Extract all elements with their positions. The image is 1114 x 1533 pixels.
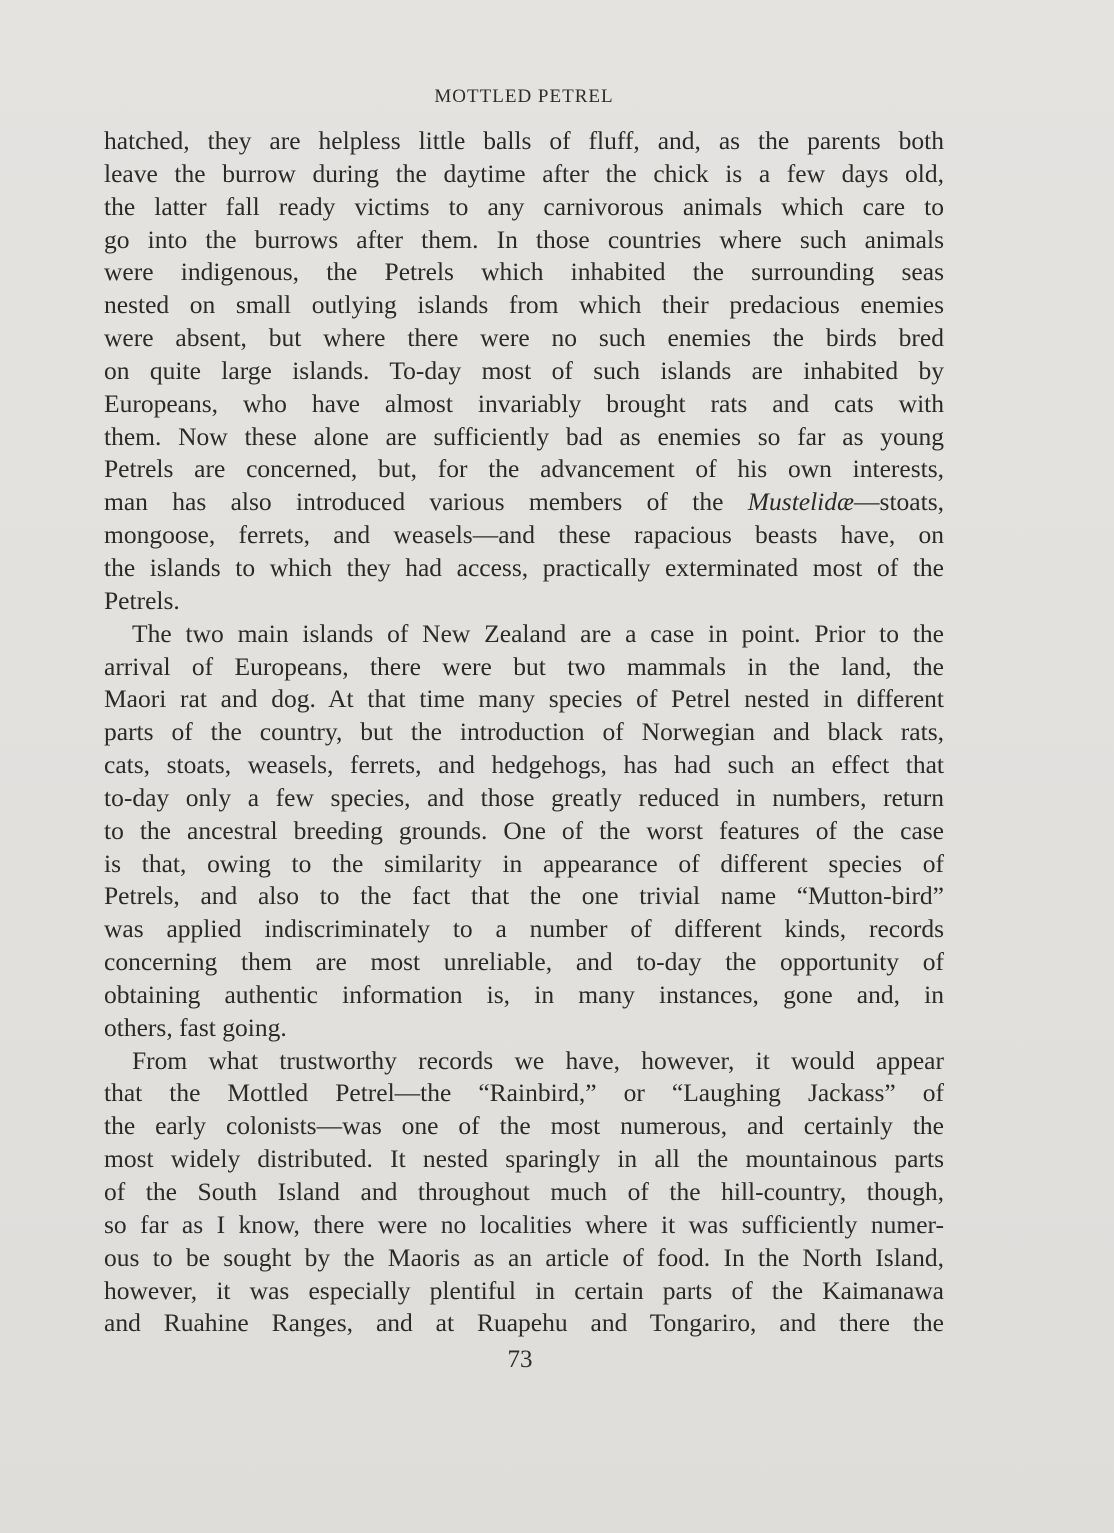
text-line: and Ruahine Ranges, and at Ruapehu and Tongariro, and there the [104, 1308, 944, 1338]
text-run: —stoats, [854, 487, 944, 517]
text-line: the latter fall ready victims to any carnivorous animals which care to [104, 191, 944, 221]
page-number: 73 [507, 1346, 533, 1373]
text-line: concerning them are most unreliable, and to-day the opportunity of [104, 947, 944, 977]
text-line: Europeans, who have almost invariably brought rats and cats with [104, 388, 944, 418]
paragraph [104, 1045, 944, 1341]
text-line: hatched, they are helpless little balls of fluff, and, as the parents both [104, 126, 944, 155]
paragraph [104, 618, 944, 1045]
text-line: Petrels are concerned, but, for the advancement of his own interests, [104, 454, 944, 484]
text-line: were indigenous, the Petrels which inhabited the surrounding seas [104, 257, 944, 287]
text-line: others, fast going. [104, 1012, 287, 1042]
text-line: so far as I know, there were no localities where it was sufficiently numer- [104, 1209, 944, 1239]
text-line-with-italic [104, 486, 944, 519]
italic-term: Mustelidæ [747, 487, 855, 517]
text-line: that the Mottled Petrel—the “Rainbird,” or “Laughing Jackass” of [104, 1078, 944, 1108]
text-line: leave the burrow during the daytime after the chick is a few days old, [104, 158, 944, 188]
text-line: ous to be sought by the Maoris as an article of food. In the North Island, [104, 1242, 944, 1272]
text-line: is that, owing to the similarity in appearance of different species of [104, 848, 944, 878]
text-line: Petrels. [104, 585, 180, 615]
text-line: them. Now these alone are sufficiently bad as enemies so far as young [104, 421, 944, 451]
text-line: the islands to which they had access, practically exterminated most of the [104, 552, 944, 582]
text-line: were absent, but where there were no such enemies the birds bred [104, 323, 944, 353]
text-run: man has also introduced various members of the [104, 487, 748, 517]
text-line: Petrels, and also to the fact that the one trivial name “Mutton-bird” [104, 881, 944, 911]
text-line: obtaining authentic information is, in many instances, gone and, in [104, 979, 944, 1009]
text-line: of the South Island and throughout much of the hill-country, though, [104, 1177, 944, 1206]
text-line: however, it was especially plentiful in certain parts of the Kaimanawa [104, 1275, 944, 1305]
text-line: Maori rat and dog. At that time many species of Petrel nested in different [104, 684, 944, 714]
text-line: on quite large islands. To-day most of such islands are inhabited by [104, 355, 944, 385]
text-line: was applied indiscriminately to a number of different kinds, records [104, 914, 944, 944]
text-line: cats, stoats, weasels, ferrets, and hedgehogs, has had such an effect that [104, 750, 944, 780]
text-line: nested on small outlying islands from which their predacious enemies [104, 290, 944, 320]
text-line: mongoose, ferrets, and weasels—and these rapacious beasts have, on [104, 520, 944, 550]
text-line: to the ancestral breeding grounds. One of the worst features of the case [104, 815, 944, 845]
paragraph [104, 125, 944, 618]
text-line: the early colonists—was one of the most numerous, and certainly the [104, 1111, 944, 1141]
text-line: to-day only a few species, and those greatly reduced in numbers, return [104, 782, 944, 812]
body-text [104, 125, 944, 1340]
text-line: most widely distributed. It nested sparingly in all the mountainous parts [104, 1144, 944, 1174]
text-line: arrival of Europeans, there were but two mammals in the land, the [104, 651, 944, 681]
running-head: MOTTLED PETREL [434, 86, 614, 107]
text-line: The two main islands of New Zealand are a case in point. Prior to the [132, 618, 944, 648]
text-line: go into the burrows after them. In those countries where such animals [104, 224, 944, 254]
text-line: From what trustworthy records we have, however, it would appear [132, 1045, 944, 1075]
text-line: parts of the country, but the introduction of Norwegian and black rats, [104, 717, 944, 747]
